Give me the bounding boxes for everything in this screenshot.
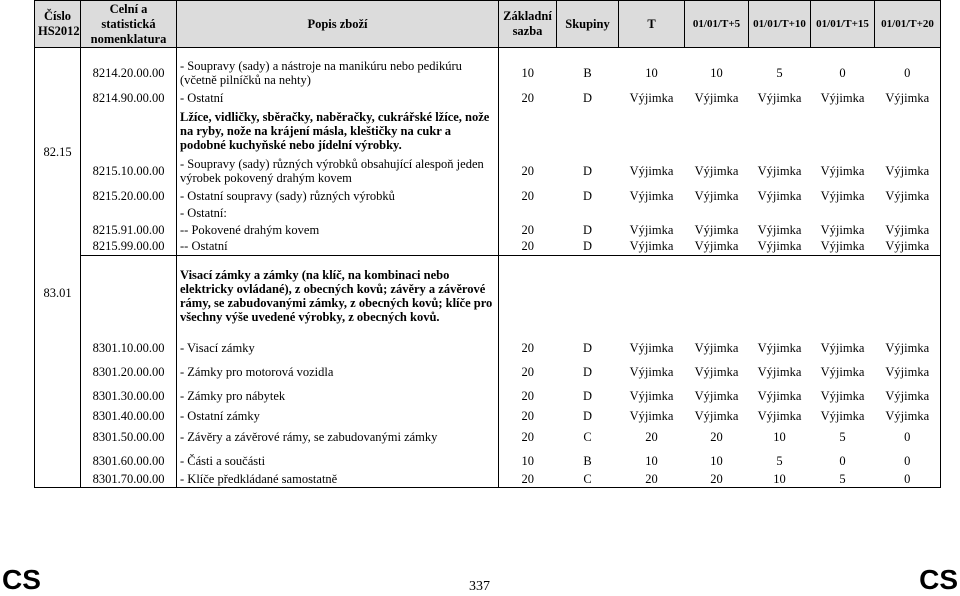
tariff-table: [34, 0, 941, 488]
rate-t5: Výjimka: [694, 388, 739, 403]
base-rate: 20: [521, 340, 534, 355]
description: -- Pokovené drahým kovem: [177, 222, 499, 238]
rate-t15: Výjimka: [820, 222, 865, 237]
rate-t20: Výjimka: [875, 188, 941, 204]
rate-t15: Výjimka: [820, 90, 865, 105]
rate-t10: 10: [773, 429, 786, 444]
table-row: [35, 408, 941, 424]
rate-t10: Výjimka: [757, 388, 802, 403]
page-number: 337: [469, 579, 490, 594]
group: D: [557, 238, 619, 256]
base-rate: 20: [499, 238, 557, 256]
header-celni: Celní a statistická nomenklatura: [81, 1, 177, 48]
rate-t5: Výjimka: [694, 90, 739, 105]
rate-t5: Výjimka: [685, 238, 749, 256]
header-t20: 01/01/T+20: [875, 1, 941, 48]
rate-t10: Výjimka: [757, 222, 802, 237]
group: C: [557, 472, 619, 488]
base-rate: 20: [499, 472, 557, 488]
base-rate: 20: [521, 429, 534, 444]
base-rate: 10: [521, 453, 534, 468]
rate-t: Výjimka: [629, 340, 674, 355]
group: D: [582, 340, 593, 355]
header-t5: 01/01/T+5: [685, 1, 749, 48]
cn-code: 8301.30.00.00: [81, 384, 177, 408]
rate-t20: 0: [875, 58, 941, 88]
cn-code: 8301.60.00.00: [81, 450, 177, 472]
group: D: [582, 222, 593, 237]
base-rate: 20: [521, 188, 534, 203]
group: C: [583, 429, 592, 444]
description: - Soupravy (sady) různých výrobků obsahující alespoň jeden výrobek pokovený drahým kovem: [177, 154, 499, 188]
cn-code: [81, 204, 177, 222]
description: - Klíče předkládané samostatně: [177, 472, 499, 488]
rate-t20: Výjimka: [875, 154, 941, 188]
rate-t10: Výjimka: [757, 408, 802, 423]
description: - Zámky pro nábytek: [177, 384, 499, 408]
rate-t5: Výjimka: [694, 408, 739, 423]
rate-t15: 5: [839, 429, 846, 444]
rate-t20: Výjimka: [875, 88, 941, 108]
rate-t: 10: [645, 65, 658, 80]
rate-t20: 0: [875, 472, 941, 488]
hs-code-8301: 83.01: [35, 256, 81, 488]
rate-t10: Výjimka: [749, 238, 811, 256]
table-row: [35, 222, 941, 238]
rate-t5: Výjimka: [694, 340, 739, 355]
cn-code: [81, 108, 177, 154]
header-t: T: [619, 1, 685, 48]
rate-t20: Výjimka: [875, 408, 941, 424]
base-rate: 20: [521, 364, 534, 379]
rate-t5: 10: [710, 453, 723, 468]
table-row: [35, 384, 941, 408]
cn-code: 8301.50.00.00: [81, 424, 177, 450]
base-rate: 20: [521, 163, 534, 178]
base-rate: 20: [521, 408, 534, 423]
description: - Ostatní:: [177, 204, 499, 222]
description: - Ostatní zámky: [177, 408, 499, 424]
header-t10: 01/01/T+10: [749, 1, 811, 48]
rate-t10: 5: [776, 65, 783, 80]
table-row: [35, 58, 941, 88]
rate-t: Výjimka: [629, 163, 674, 178]
rate-t5: Výjimka: [694, 163, 739, 178]
group: D: [582, 388, 593, 403]
cn-code: 8301.10.00.00: [81, 336, 177, 360]
rate-t10: Výjimka: [757, 90, 802, 105]
header-row: [35, 1, 941, 48]
cn-code: 8214.20.00.00: [81, 58, 177, 88]
cn-code: 8214.90.00.00: [81, 88, 177, 108]
rate-t5: Výjimka: [694, 188, 739, 203]
cn-code: 8215.20.00.00: [81, 188, 177, 204]
group: D: [582, 90, 593, 105]
heading-description: Visací zámky a zámky (na klíč, na kombinaci nebo elektricky ovládané), z obecných kovů; závěry a závěrové rámy, se zabudovanými zámky, z obecných kovů; klíče pro všechny výše uvedené výrobky, z obecných kovů.: [177, 256, 499, 336]
rate-t15: Výjimka: [820, 364, 865, 379]
rate-t15: Výjimka: [820, 163, 865, 178]
footer-language-right: CS: [919, 564, 958, 595]
rate-t: Výjimka: [629, 388, 674, 403]
header-popis: Popis zboží: [177, 1, 499, 48]
rate-t20: Výjimka: [875, 222, 941, 238]
rate-t15: Výjimka: [820, 340, 865, 355]
rate-t15: Výjimka: [811, 238, 875, 256]
rate-t: 20: [645, 429, 658, 444]
group: D: [582, 163, 593, 178]
rate-t10: 10: [749, 472, 811, 488]
header-sazba: Základní sazba: [499, 1, 557, 48]
group: B: [583, 65, 592, 80]
table-row: [35, 472, 941, 488]
rate-t5: 20: [710, 429, 723, 444]
group: D: [582, 364, 593, 379]
cn-code: 8301.40.00.00: [81, 408, 177, 424]
rate-t20: 0: [875, 450, 941, 472]
rate-t10: Výjimka: [757, 163, 802, 178]
subheading-row: [35, 204, 941, 222]
rate-t: Výjimka: [629, 364, 674, 379]
rate-t: 10: [645, 453, 658, 468]
description: - Části a součásti: [177, 450, 499, 472]
rate-t20: Výjimka: [875, 384, 941, 408]
rate-t: Výjimka: [619, 238, 685, 256]
rate-t5: 20: [685, 472, 749, 488]
description: - Ostatní: [177, 88, 499, 108]
base-rate: 20: [521, 222, 534, 237]
heading-row: [35, 108, 941, 154]
rate-t15: 0: [839, 65, 846, 80]
rate-t20: Výjimka: [875, 360, 941, 384]
base-rate: 20: [521, 388, 534, 403]
cn-code: 8215.10.00.00: [81, 154, 177, 188]
description: -- Ostatní: [177, 238, 499, 256]
rate-t15: Výjimka: [820, 388, 865, 403]
group: D: [582, 188, 593, 203]
footer-language-left: CS: [2, 564, 41, 595]
rate-t: Výjimka: [629, 90, 674, 105]
rate-t5: Výjimka: [694, 364, 739, 379]
header-skupiny: Skupiny: [557, 1, 619, 48]
rate-t15: Výjimka: [820, 408, 865, 423]
description: - Soupravy (sady) a nástroje na manikúru nebo pedikúru (včetně pilníčků na nehty): [177, 58, 499, 88]
rate-t10: 5: [776, 453, 783, 468]
header-cislo: Číslo HS2012: [35, 1, 81, 48]
group: B: [583, 453, 592, 468]
header-t15: 01/01/T+15: [811, 1, 875, 48]
cn-code: 8301.70.00.00: [81, 472, 177, 488]
rate-t15: 5: [811, 472, 875, 488]
description: - Ostatní soupravy (sady) různých výrobků: [177, 188, 499, 204]
cn-code: 8215.91.00.00: [81, 222, 177, 238]
rate-t: Výjimka: [629, 408, 674, 423]
heading-row: [35, 256, 941, 336]
base-rate: 10: [521, 65, 534, 80]
table-row: [35, 188, 941, 204]
cn-code: 8215.99.00.00: [81, 238, 177, 256]
table-row: [35, 360, 941, 384]
rate-t: 20: [619, 472, 685, 488]
description: - Zámky pro motorová vozidla: [177, 360, 499, 384]
group: D: [582, 408, 593, 423]
table-row: [35, 424, 941, 450]
cn-code: [81, 256, 177, 336]
rate-t10: Výjimka: [757, 340, 802, 355]
rate-t15: 0: [839, 453, 846, 468]
table-row: [35, 450, 941, 472]
table-row: [35, 238, 941, 256]
rate-t: Výjimka: [629, 222, 674, 237]
table-row: [35, 88, 941, 108]
rate-t20: 0: [875, 424, 941, 450]
table-row: [35, 336, 941, 360]
rate-t20: Výjimka: [875, 238, 941, 256]
heading-description: Lžíce, vidličky, sběračky, naběračky, cukrářské lžíce, nože na ryby, nože na krájení másla, kleštičky na cukr a podobné kuchyňské nebo jídelní výrobky.: [177, 108, 499, 154]
rate-t10: Výjimka: [757, 188, 802, 203]
rate-t20: Výjimka: [875, 336, 941, 360]
base-rate: 20: [521, 90, 534, 105]
rate-t: Výjimka: [629, 188, 674, 203]
rate-t15: Výjimka: [820, 188, 865, 203]
rate-t5: Výjimka: [694, 222, 739, 237]
description: - Závěry a závěrové rámy, se zabudovanými zámky: [177, 424, 499, 450]
rate-t10: Výjimka: [757, 364, 802, 379]
cn-code: 8301.20.00.00: [81, 360, 177, 384]
hs-code-8215: 82.15: [35, 48, 81, 256]
rate-t5: 10: [710, 65, 723, 80]
table-row: [35, 154, 941, 188]
description: - Visací zámky: [177, 336, 499, 360]
